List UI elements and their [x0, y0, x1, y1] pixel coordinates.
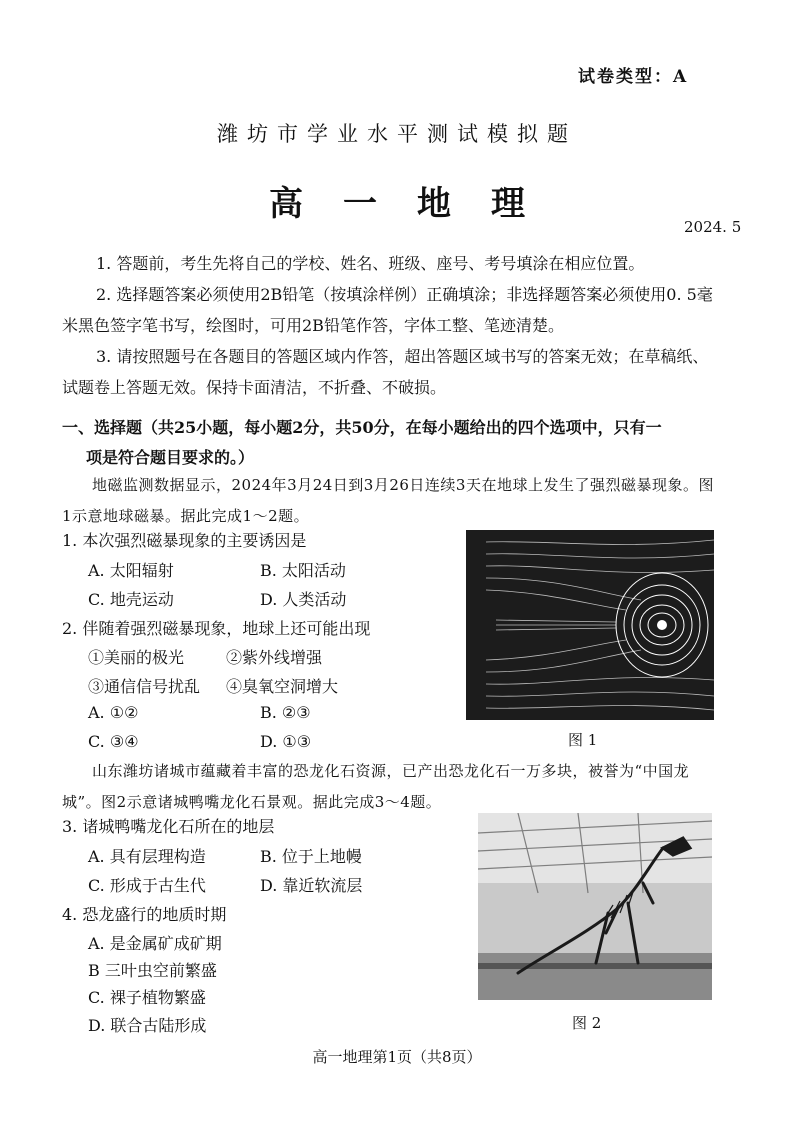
question-3-stem: 3. 诸城鸭嘴龙化石所在的地层	[62, 817, 275, 836]
q2-option-d: D. ①③	[260, 732, 312, 751]
q4-option-a: A. 是金属矿成矿期	[88, 934, 222, 953]
instruction-2: 2. 选择题答案必须使用2B铅笔（按填涂样例）正确填涂；非选择题答案必须使用0. 5毫米黑色签字笔书写，绘图时，可用2B铅笔作答，字体工整、笔迹清楚。	[62, 285, 713, 335]
passage-1: 地磁监测数据显示，2024年3月24日到3月26日连续3天在地球上发生了强烈磁暴现象。图1示意地球磁暴。据此完成1～2题。	[62, 476, 714, 525]
q4-option-c: C. 裸子植物繁盛	[88, 988, 206, 1007]
paper-type-label: 试卷类型：A	[578, 67, 689, 87]
exam-title: 潍坊市学业水平测试模拟题	[217, 122, 577, 146]
q2-item-1: ①美丽的极光	[88, 648, 185, 667]
q1-option-b: B. 太阳活动	[260, 561, 346, 580]
page-footer: 高一地理第1页（共8页）	[312, 1048, 482, 1066]
q4-option-d: D. 联合古陆形成	[88, 1016, 207, 1035]
q2-item-4: ④臭氧空洞增大	[226, 677, 339, 696]
exam-date: 2024. 5	[684, 218, 742, 236]
magnetosphere-illustration	[466, 530, 714, 720]
q3-option-b: B. 位于上地幔	[260, 847, 362, 866]
q3-option-c: C. 形成于古生代	[88, 876, 206, 895]
subject-title: 高一地理	[269, 184, 565, 224]
q1-option-d: D. 人类活动	[260, 590, 347, 609]
instruction-1: 1. 答题前，考生先将自己的学校、姓名、班级、座号、考号填涂在相应位置。	[96, 254, 645, 273]
q2-option-b: B. ②③	[260, 703, 311, 722]
section-heading-line1: 一、选择题（共25小题，每小题2分，共50分，在每小题给出的四个选项中，只有一	[62, 418, 662, 437]
figure-2-caption: 图 2	[572, 1014, 602, 1032]
figure-2-dinosaur-fossil-image	[478, 813, 712, 1000]
section-heading	[62, 413, 722, 473]
q2-item-3: ③通信信号扰乱	[88, 677, 201, 696]
instruction-3: 3. 请按照题号在各题目的答题区域内作答，超出答题区域书写的答案无效；在草稿纸、试题卷上答题无效。保持卡面清洁，不折叠、不破损。	[62, 347, 709, 397]
q2-option-a: A. ①②	[88, 703, 139, 722]
q1-option-a: A. 太阳辐射	[88, 561, 174, 580]
q4-option-b: B 三叶虫空前繁盛	[88, 961, 217, 980]
dinosaur-fossil-illustration	[478, 813, 712, 1000]
question-2-stem: 2. 伴随着强烈磁暴现象，地球上还可能出现	[62, 619, 371, 638]
q1-option-c: C. 地壳运动	[88, 590, 174, 609]
question-1-stem: 1. 本次强烈磁暴现象的主要诱因是	[62, 531, 307, 550]
q3-option-d: D. 靠近软流层	[260, 876, 363, 895]
passage-2: 山东潍坊诸城市蕴藏着丰富的恐龙化石资源，已产出恐龙化石一万多块，被誉为“中国龙城”。图2示意诸城鸭嘴龙化石景观。据此完成3～4题。	[62, 762, 690, 811]
question-4-stem: 4. 恐龙盛行的地质时期	[62, 905, 227, 924]
q2-item-2: ②紫外线增强	[226, 648, 323, 667]
section-heading-line2: 项是符合题目要求的。）	[86, 448, 255, 467]
q3-option-a: A. 具有层理构造	[88, 847, 206, 866]
q2-option-c: C. ③④	[88, 732, 139, 751]
figure-1-caption: 图 1	[568, 731, 598, 749]
figure-1-magnetosphere-image	[466, 530, 714, 720]
